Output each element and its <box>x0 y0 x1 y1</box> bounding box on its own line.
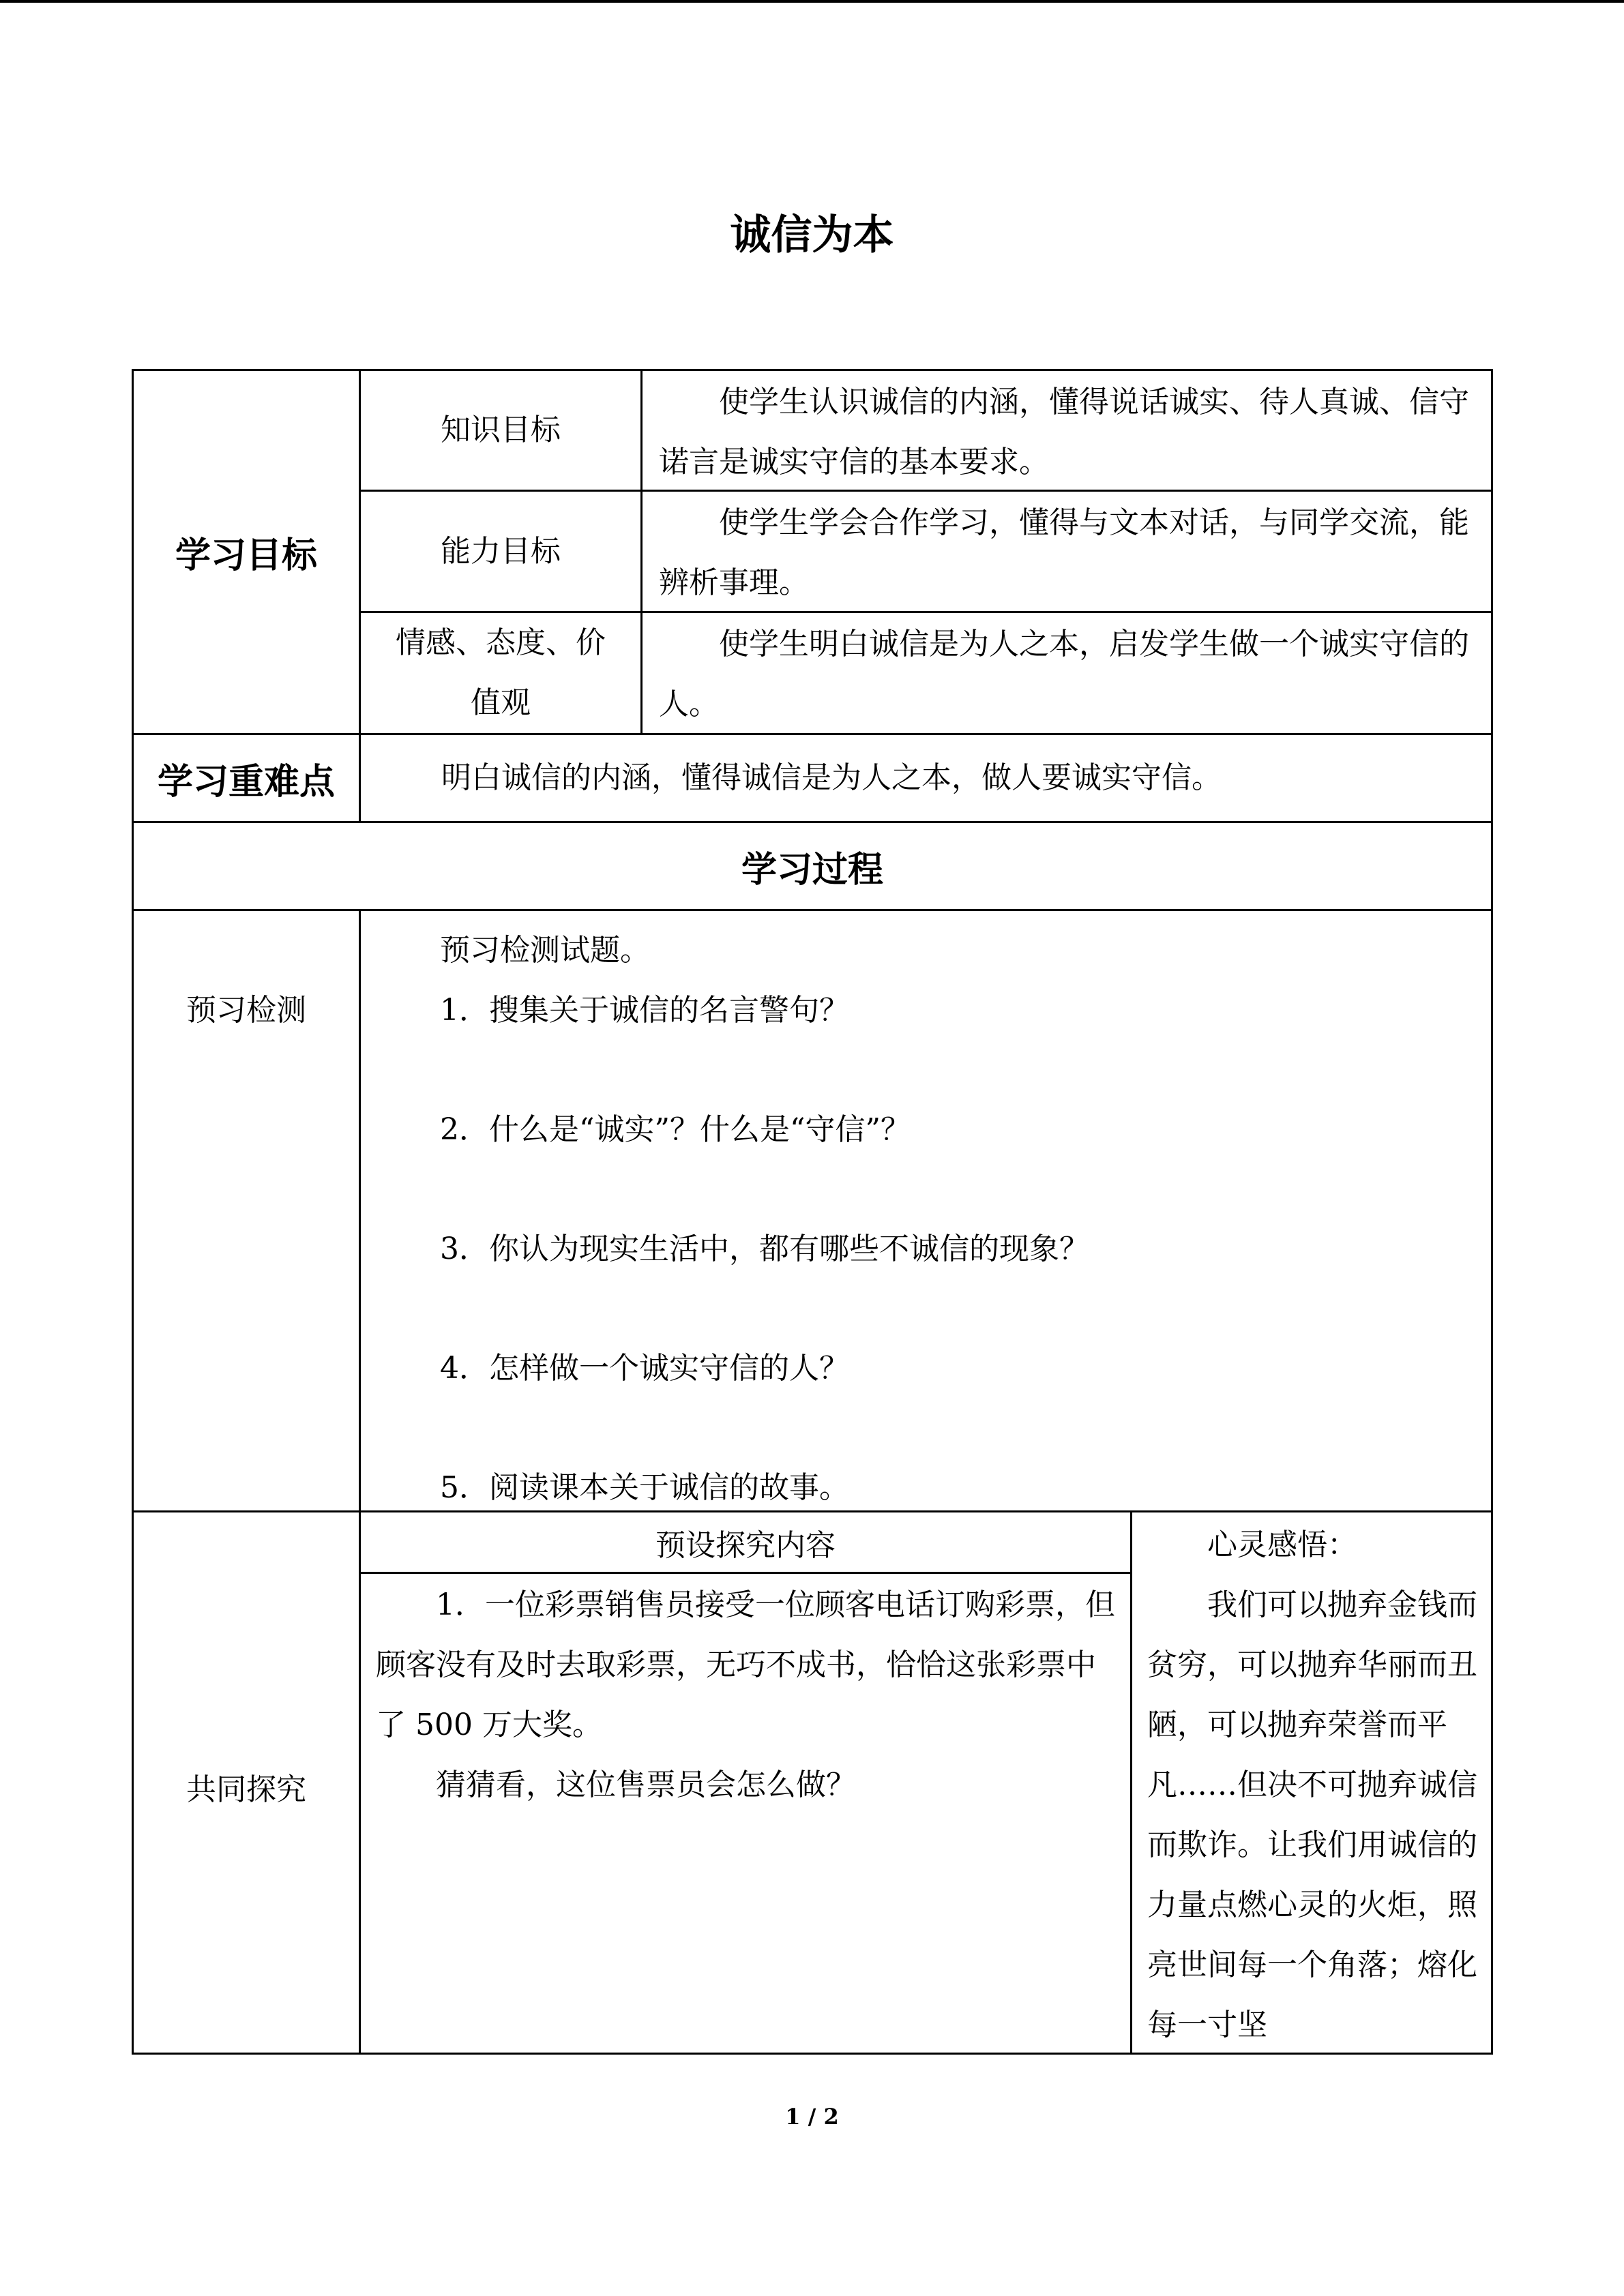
preview-question: 4．怎样做一个诚实守信的人？ <box>440 1351 849 1386</box>
insight-text: 我们可以抛弃金钱而贫穷，可以抛弃华丽而丑陋，可以抛弃荣誉而平凡……但决不可抛弃诚信而欺诈。让我们用诚信的力量点燃心灵的火炬，照亮世间每一个角落；熔化每一寸坚 <box>1147 1587 1477 2042</box>
objective-name-ability: 能力目标 <box>441 533 561 569</box>
insight-cell <box>1132 1512 1491 2053</box>
objectives-label: 学习目标 <box>175 535 317 576</box>
objective-text: 使学生认识诚信的内涵，懂得说话诚实、待人真诚、信守诺言是诚实守信的基本要求。 <box>659 385 1469 479</box>
row-divider <box>359 1572 1132 1574</box>
table-border-right <box>1491 369 1493 2055</box>
key-points-text: 明白诚信的内涵，懂得诚信是为人之本，做人要诚实守信。 <box>441 760 1222 795</box>
objective-text-knowledge <box>643 371 1491 490</box>
objective-name-emotion <box>361 613 640 733</box>
page-title: 诚信为本 <box>730 211 894 259</box>
page-top-border <box>0 0 1624 3</box>
explore-paragraph: 1．一位彩票销售员接受一位顾客电话订购彩票，但顾客没有及时去取彩票，无巧不成书，恰恰这张彩票中了 500 万大奖。 <box>376 1587 1115 1742</box>
objective-text: 使学生明白诚信是为人之本，启发学生做一个诚实守信的人。 <box>659 627 1469 721</box>
page-number: 1 / 2 <box>785 2104 839 2130</box>
key-points-cell <box>361 735 1491 821</box>
preview-question: 2．什么是“诚实”？什么是“守信”？ <box>440 1112 911 1147</box>
objective-name-emotion-text: 情感、态度、价值观 <box>396 625 606 720</box>
explore-header: 预设探究内容 <box>655 1527 836 1563</box>
table-border-bottom <box>132 2053 1493 2055</box>
objective-text: 使学生学会合作学习，懂得与文本对话，与同学交流，能辨析事理。 <box>659 505 1469 600</box>
objective-text-emotion <box>643 613 1491 733</box>
process-header: 学习过程 <box>741 849 883 891</box>
preview-question: 5．阅读课本关于诚信的故事。 <box>440 1470 849 1505</box>
preview-label: 预习检测 <box>186 993 306 1028</box>
objective-name-knowledge: 知识目标 <box>441 413 561 447</box>
preview-intro: 预习检测试题。 <box>440 933 650 968</box>
row-divider <box>132 909 1493 911</box>
objective-text-ability <box>643 492 1491 611</box>
key-points-label: 学习重难点 <box>157 761 335 803</box>
explore-content <box>361 1575 1130 2053</box>
explore-label: 共同探究 <box>186 1772 306 1807</box>
preview-question: 1．搜集关于诚信的名言警句？ <box>440 993 849 1028</box>
insight-title: 心灵感悟： <box>1207 1527 1357 1562</box>
preview-question: 3．你认为现实生活中，都有哪些不诚信的现象？ <box>440 1232 1089 1266</box>
explore-paragraph: 猜猜看，这位售票员会怎么做？ <box>436 1768 856 1802</box>
